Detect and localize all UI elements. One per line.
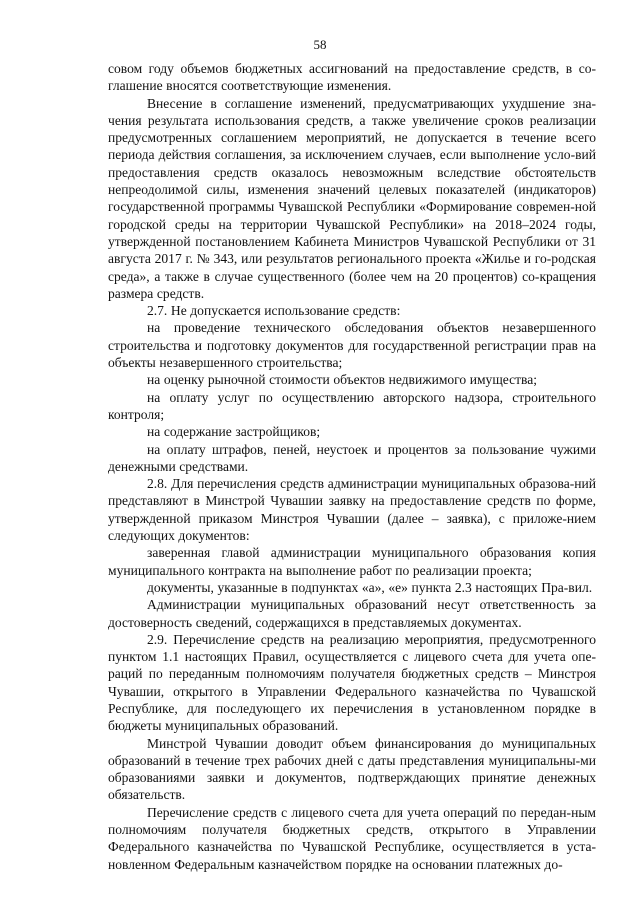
list-item-supervision: на оплату услуг по осуществлению авторского надзора, строительного контроля; [108, 389, 596, 422]
paragraph-2-7: 2.7. Не допускается использование средств: [147, 303, 401, 319]
list-item-market-valuation: на оценку рыночной стоимости объектов недвижимого имущества; [147, 372, 538, 388]
paragraph-responsibility: Администрации муниципальных образований несут ответственность за достоверность сведений, содержащихся в представляемых документах. [108, 597, 596, 630]
list-item-developers: на содержание застройщиков; [147, 424, 321, 440]
paragraph-continuation: совом году объемов бюджетных ассигнований на предоставление средств, в со-глашение вносятся соответствующие изменения. [108, 61, 596, 94]
paragraph-funding: Минстрой Чувашии доводит объем финансирования до муниципальных образований в течение трех рабочих дней с даты представления муниципальны-ми образованиями заявки и документов, подтверждающих принятие денежных обязательств. [108, 735, 596, 803]
list-item-fines: на оплату штрафов, пеней, неустоек и процентов за пользование чужими денежными средствами. [108, 441, 596, 474]
paragraph-2-9: 2.9. Перечисление средств на реализацию мероприятия, предусмотренного пунктом 1.1 настоящих Правил, осуществляется с лицевого счета для учета опе-раций по переданным полномочиям получателя бюджетных средств – Минстроя Чувашии, открытого в Управлении Федерального казначейства по Чувашской Республике, для последующего их перечисления в установленном порядке в бюджеты муниципальных образований. [108, 631, 596, 734]
paragraph-2-8: 2.8. Для перечисления средств администрации муниципальных образова-ний представляют в Минстрой Чувашии заявку на предоставление средств по форме, утвержденной приказом Минстроя Чувашии (далее – заявка), с приложе-нием следующих документов: [108, 476, 596, 544]
document-body [108, 60, 596, 873]
list-item-technical-survey: на проведение технического обследования объектов незавершенного строительства и подготовку документов для государственной регистрации прав на объекты незавершенного строительства; [108, 320, 596, 371]
paragraph-transfer: Перечисление средств с лицевого счета для учета операций по передан-ным полномочиям получателя бюджетных средств, открытого в Управлении Федерального казначейства по Чувашской Республике, осуществляется в уста-новленном Федеральным казначейством порядке на основании платежных до- [108, 804, 596, 872]
page-number: 58 [313, 37, 327, 52]
list-item-contract-copy: заверенная главой администрации муниципального образования копия муниципального контракта на выполнение работ по реализации проекта; [108, 545, 596, 578]
list-item-documents: документы, указанные в подпунктах «а», «е» пункта 2.3 настоящих Пра-вил. [147, 579, 593, 595]
paragraph-amendments: Внесение в соглашение изменений, предусматривающих ухудшение зна-чения результата использования средств, а также увеличение сроков реализации предусмотренных соглашением мероприятий, не допускается в течение всего периода действия соглашения, за исключением случаев, если выполнение усло-вий предоставления средств оказалось невозможным вследствие обстоятельств непреодолимой силы, изменения значений целевых показателей (индикаторов) государственной программы Чувашской Республики «Формирование современ-ной городской среды на территории Чувашской Республики» на 2018–2024 годы, утвержденной постановлением Кабинета Министров Чувашской Республики от 31 августа 2017 г. № 343, или результатов регионального проекта «Жилье и го-родская среда», а также в случае существенного (более чем на 20 процентов) со-кращения размера средств. [108, 95, 596, 301]
